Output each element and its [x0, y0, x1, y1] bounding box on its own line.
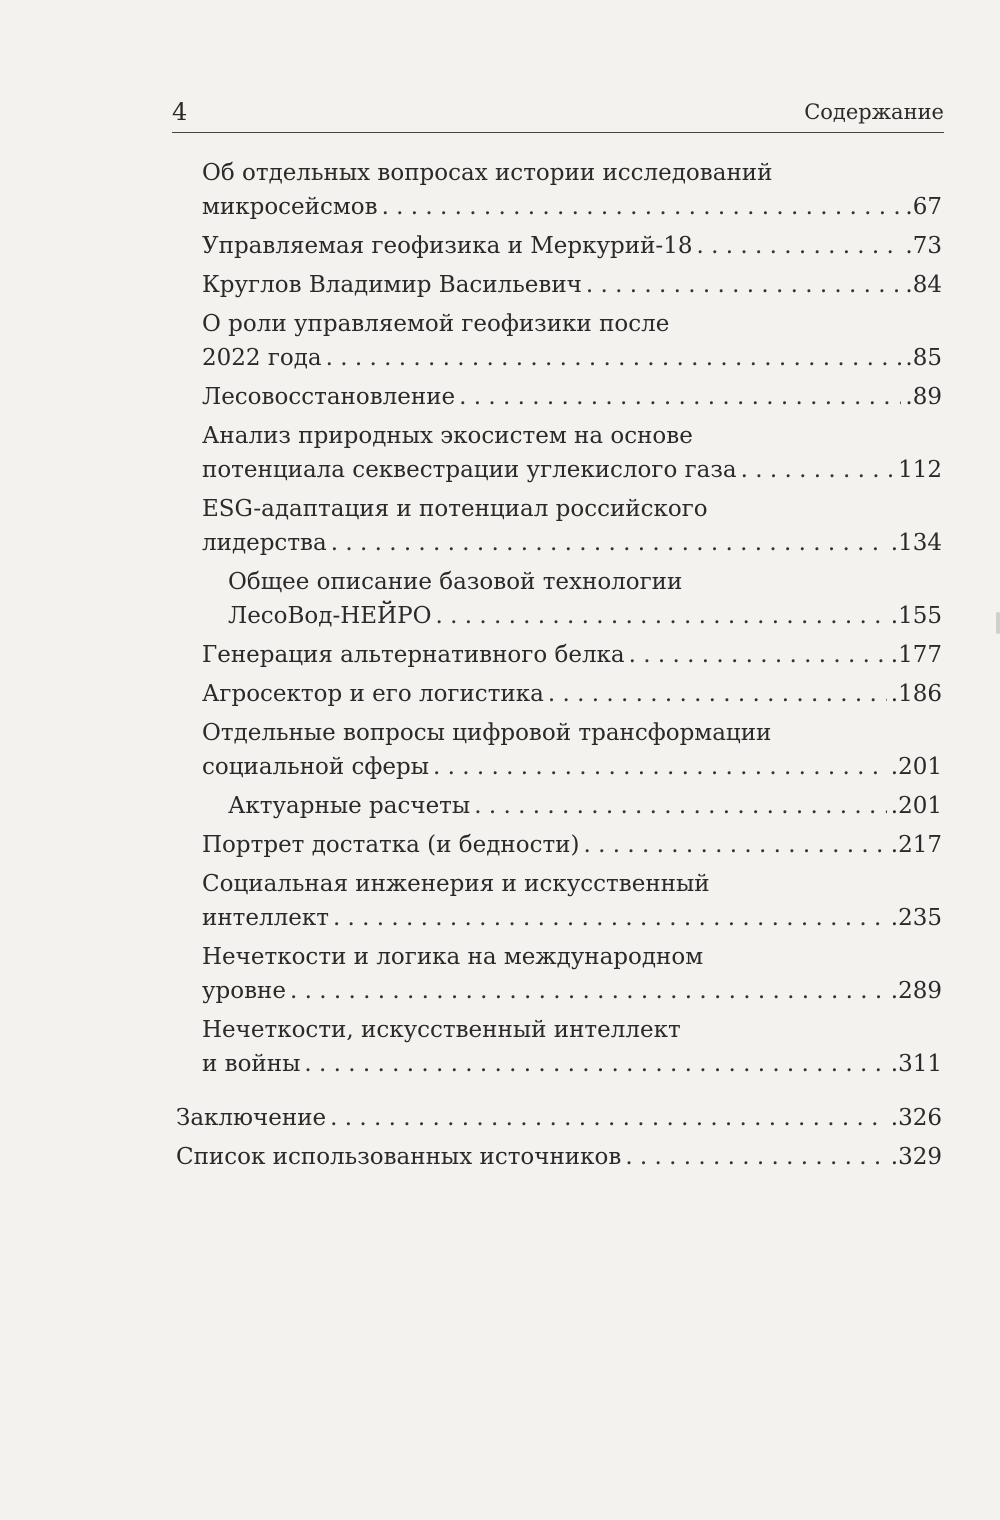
toc-entry-title: интеллект — [202, 905, 329, 931]
dot-leader — [382, 190, 902, 224]
toc-entry-last-line — [202, 453, 942, 487]
toc-entry-last-line — [228, 789, 942, 823]
toc-entry-title-line: Об отдельных вопросах истории исследований — [202, 160, 773, 186]
page-number: 4 — [172, 98, 188, 126]
toc-entry[interactable] — [202, 229, 942, 263]
toc-entry-last-line — [202, 268, 942, 302]
toc-entry-page-number: 112 — [898, 457, 942, 483]
toc-entry-page-number: .186 — [890, 681, 942, 707]
toc-entry-title: микросейсмов — [202, 194, 378, 220]
header-rule — [172, 132, 944, 133]
toc-entry[interactable] — [202, 828, 942, 862]
toc-entry[interactable] — [202, 419, 942, 487]
toc-entry-page-number: .311 — [890, 1051, 942, 1077]
toc-entry-last-line — [202, 1047, 942, 1081]
toc-entry-title-line: Отдельные вопросы цифровой трансформации — [202, 720, 772, 746]
toc-entry-title: Лесовосстановление — [202, 384, 456, 410]
toc-entry-title: и войны — [202, 1051, 301, 1077]
table-of-contents — [0, 156, 1000, 1174]
toc-entry-page-number: .201 — [890, 793, 942, 819]
toc-entry-title-line: Общее описание базовой технологии — [228, 569, 683, 595]
dot-leader — [331, 526, 887, 560]
toc-entry-page-number: .201 — [890, 754, 942, 780]
toc-entry-title: Заключение — [176, 1105, 327, 1131]
toc-entry[interactable] — [202, 716, 942, 784]
toc-entry[interactable] — [202, 156, 942, 224]
dot-leader — [741, 453, 894, 487]
toc-entry-title: Генерация альтернативного белка — [202, 642, 625, 668]
toc-entry[interactable] — [202, 867, 942, 935]
dot-leader — [548, 677, 887, 711]
toc-entry-page-number: .177 — [890, 642, 942, 668]
toc-entry-title-line: Социальная инженерия и искусственный — [202, 871, 710, 897]
toc-entry-last-line — [202, 341, 942, 375]
toc-entry-last-line — [202, 638, 942, 672]
toc-entry-last-line — [202, 229, 942, 263]
toc-entry-page-number: .84 — [905, 272, 942, 298]
dot-leader — [629, 638, 887, 672]
toc-entry-title: ЛесоВод-НЕЙРО — [228, 603, 432, 629]
toc-entry-title: потенциала секвестрации углекислого газа — [202, 457, 737, 483]
dot-leader — [435, 599, 886, 633]
toc-entry-title: уровне — [202, 978, 286, 1004]
page-edge-mark — [996, 612, 1000, 634]
toc-entry-last-line — [202, 974, 942, 1008]
toc-entry-page-number: .217 — [890, 832, 942, 858]
toc-entry[interactable] — [176, 1140, 942, 1174]
running-head: Содержание — [804, 100, 944, 124]
toc-entry[interactable] — [202, 380, 942, 414]
toc-entry[interactable] — [202, 268, 942, 302]
toc-entry-title-line: Анализ природных экосистем на основе — [202, 423, 693, 449]
dot-leader — [304, 1047, 886, 1081]
dot-leader — [326, 341, 902, 375]
entry-gap — [0, 1081, 1000, 1101]
page-header — [172, 98, 944, 134]
toc-entry-title: лидерства — [202, 530, 327, 556]
toc-entry-title: Список использованных источников — [176, 1144, 622, 1170]
toc-entry-last-line — [176, 1140, 942, 1174]
toc-entry-page-number: .67 — [905, 194, 942, 220]
dot-leader — [584, 828, 887, 862]
toc-entry[interactable] — [202, 638, 942, 672]
dot-leader — [625, 1140, 886, 1174]
toc-entry-last-line — [202, 526, 942, 560]
toc-entry[interactable] — [228, 565, 942, 633]
dot-leader — [696, 229, 901, 263]
toc-entry-page-number: .73 — [905, 233, 942, 259]
toc-entry-page-number: .155 — [890, 603, 942, 629]
toc-entry-page-number: .289 — [890, 978, 942, 1004]
toc-entry-title: социальной сферы — [202, 754, 430, 780]
dot-leader — [459, 380, 901, 414]
toc-entry-title: Круглов Владимир Васильевич — [202, 272, 582, 298]
toc-entry[interactable] — [202, 940, 942, 1008]
toc-entry-last-line — [202, 380, 942, 414]
toc-entry-last-line — [202, 190, 942, 224]
toc-entry-title: Агросектор и его логистика — [202, 681, 544, 707]
toc-entry-title: Управляемая геофизика и Меркурий-18 — [202, 233, 693, 259]
toc-entry-title-line: Нечеткости, искусственный интеллект — [202, 1017, 681, 1043]
toc-entry-page-number: .134 — [890, 530, 942, 556]
toc-entry[interactable] — [202, 307, 942, 375]
toc-entry[interactable] — [176, 1101, 942, 1135]
toc-entry[interactable] — [202, 677, 942, 711]
toc-entry-page-number: .85 — [905, 345, 942, 371]
dot-leader — [290, 974, 887, 1008]
toc-entry-title-line: ESG-адаптация и потенциал российского — [202, 496, 708, 522]
dot-leader — [330, 1101, 887, 1135]
toc-entry-title-line: О роли управляемой геофизики после — [202, 311, 670, 337]
toc-entry-title: Портрет достатка (и бедности) — [202, 832, 580, 858]
toc-entry-title: Актуарные расчеты — [228, 793, 471, 819]
dot-leader — [474, 789, 887, 823]
toc-entry-page-number: .329 — [890, 1144, 942, 1170]
toc-entry-last-line — [228, 599, 942, 633]
dot-leader — [586, 268, 902, 302]
toc-entry-title-line: Нечеткости и логика на международном — [202, 944, 704, 970]
toc-entry-last-line — [176, 1101, 942, 1135]
toc-entry[interactable] — [228, 789, 942, 823]
toc-entry-last-line — [202, 828, 942, 862]
toc-entry[interactable] — [202, 492, 942, 560]
toc-entry-page-number: .326 — [890, 1105, 942, 1131]
toc-entry-title: 2022 года — [202, 345, 322, 371]
toc-entry-last-line — [202, 901, 942, 935]
toc-entry[interactable] — [202, 1013, 942, 1081]
toc-entry-page-number: .89 — [905, 384, 942, 410]
dot-leader — [433, 750, 887, 784]
toc-entry-last-line — [202, 750, 942, 784]
dot-leader — [333, 901, 887, 935]
toc-entry-last-line — [202, 677, 942, 711]
toc-entry-page-number: .235 — [890, 905, 942, 931]
